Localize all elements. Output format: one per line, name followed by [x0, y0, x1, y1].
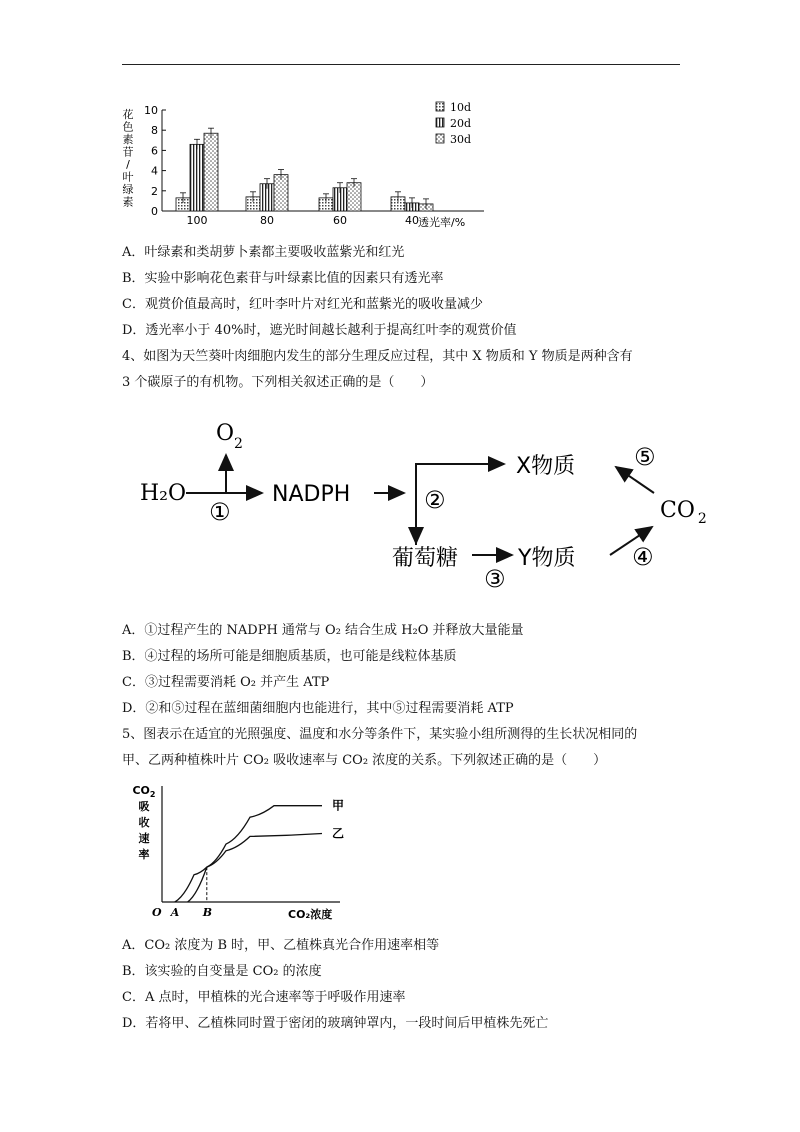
bar-y-tick-label: 8 [151, 124, 158, 138]
q4-option-b: B．④过程的场所可能是细胞质基质，也可能是线粒体基质 [122, 649, 457, 664]
bar-x-tick-label: 80 [260, 214, 274, 227]
series-label-乙: 乙 [332, 826, 345, 841]
bar-30d-60 [347, 183, 361, 211]
q5-option-c: C．A 点时，甲植株的光合速率等于呼吸作用速率 [122, 990, 406, 1005]
y-substance-label: Y物质 [518, 546, 576, 571]
top-rule [122, 64, 680, 65]
q3-option-c: C．观赏价值最高时，红叶李叶片对红光和蓝紫光的吸收量减少 [122, 297, 483, 312]
svg-text:O2 [216, 421, 243, 452]
glucose-label: 葡萄糖 [392, 546, 459, 571]
bar-y-tick-label: 4 [151, 164, 158, 178]
legend-swatch-20d [436, 118, 444, 127]
bar-x-axis-title: 透光率/% [418, 216, 466, 229]
bar-x-tick-label: 60 [333, 214, 347, 227]
q3-option-a: A．叶绿素和类胡萝卜素都主要吸收蓝紫光和红光 [122, 245, 405, 260]
legend-label-30d: 30d [450, 133, 472, 146]
step5-label: ⑤ [634, 443, 656, 471]
bar-x-tick-label: 40 [405, 214, 419, 227]
legend-label-20d: 20d [450, 117, 472, 130]
svg-text:CO2 [660, 498, 707, 527]
origin-label: O [152, 906, 162, 919]
q4-option-d: D．②和⑤过程在蓝细菌细胞内也能进行，其中⑤过程需要消耗 ATP [122, 701, 514, 716]
legend-label-10d: 10d [450, 101, 472, 114]
step4-label: ④ [632, 543, 654, 571]
bar-x-tick-label: 100 [186, 214, 208, 227]
q5-option-d: D．若将甲、乙植株同时置于密闭的玻璃钟罩内，一段时间后甲植株先死亡 [122, 1016, 549, 1031]
h2o-label: H₂O [140, 481, 187, 506]
series-label-甲: 甲 [332, 798, 345, 813]
q3-option-b: B．实验中影响花色素苷与叶绿素比值的因素只有透光率 [122, 271, 444, 286]
legend-swatch-10d [436, 102, 444, 111]
bar-20d-100 [190, 144, 204, 211]
step2-label: ② [424, 486, 446, 514]
q4-stem-line2: 3 个碳原子的有机物。下列相关叙述正确的是（ ） [122, 375, 434, 390]
q4-stem-line1: 4、如图为天竺葵叶肉细胞内发生的部分生理反应过程，其中 X 物质和 Y 物质是两种含有 [122, 349, 633, 364]
q5-option-b: B．该实验的自变量是 CO₂ 的浓度 [122, 964, 322, 979]
bar-30d-80 [274, 175, 288, 211]
o2-subscript: 2 [234, 436, 243, 452]
nadph-label: NADPH [272, 482, 351, 507]
q5-stem-line1: 5、图表示在适宜的光照强度、温度和水分等条件下，某实验小组所测得的生长状况相同的 [122, 727, 638, 742]
curve-乙 [175, 834, 322, 902]
bar-y-tick-label: 10 [144, 104, 158, 117]
o2-label: O [216, 421, 235, 446]
legend-swatch-30d [436, 134, 444, 143]
q3-option-d: D．透光率小于 40%时，遮光时间越长越利于提高红叶李的观赏价值 [122, 323, 517, 338]
q4-option-c: C．③过程需要消耗 O₂ 并产生 ATP [122, 675, 330, 690]
curve-甲 [188, 806, 322, 902]
co2-subscript: 2 [697, 511, 707, 527]
q4-option-a: A．①过程产生的 NADPH 通常与 O₂ 结合生成 H₂O 并释放大量能量 [122, 623, 524, 638]
co2-label: CO [660, 498, 695, 523]
step3-label: ③ [484, 565, 506, 593]
bar-30d-100 [204, 133, 218, 211]
line-x-axis-title: CO₂浓度 [288, 908, 333, 921]
q4-process-diagram [0, 405, 800, 605]
line-y-axis-title: $CO_2$ 吸收速率 [132, 784, 156, 861]
bar-y-tick-label: 6 [151, 144, 158, 158]
step1-label: ① [209, 498, 231, 526]
x-mark-b: B [202, 906, 213, 919]
x-mark-a: A [170, 906, 180, 919]
bar-y-axis-title: 花色素苷/叶绿素 [122, 108, 134, 209]
line-chart [128, 778, 368, 928]
x-substance-label: X物质 [516, 454, 576, 479]
q5-stem-line2: 甲、乙两种植株叶片 CO₂ 吸收速率与 CO₂ 浓度的关系。下列叙述正确的是（ ） [122, 753, 607, 768]
bar-y-tick-label: 2 [151, 184, 158, 198]
bar-y-tick-label: 0 [151, 205, 158, 218]
q5-option-a: A．CO₂ 浓度为 B 时，甲、乙植株真光合作用速率相等 [122, 938, 440, 953]
bar-chart [118, 100, 498, 230]
